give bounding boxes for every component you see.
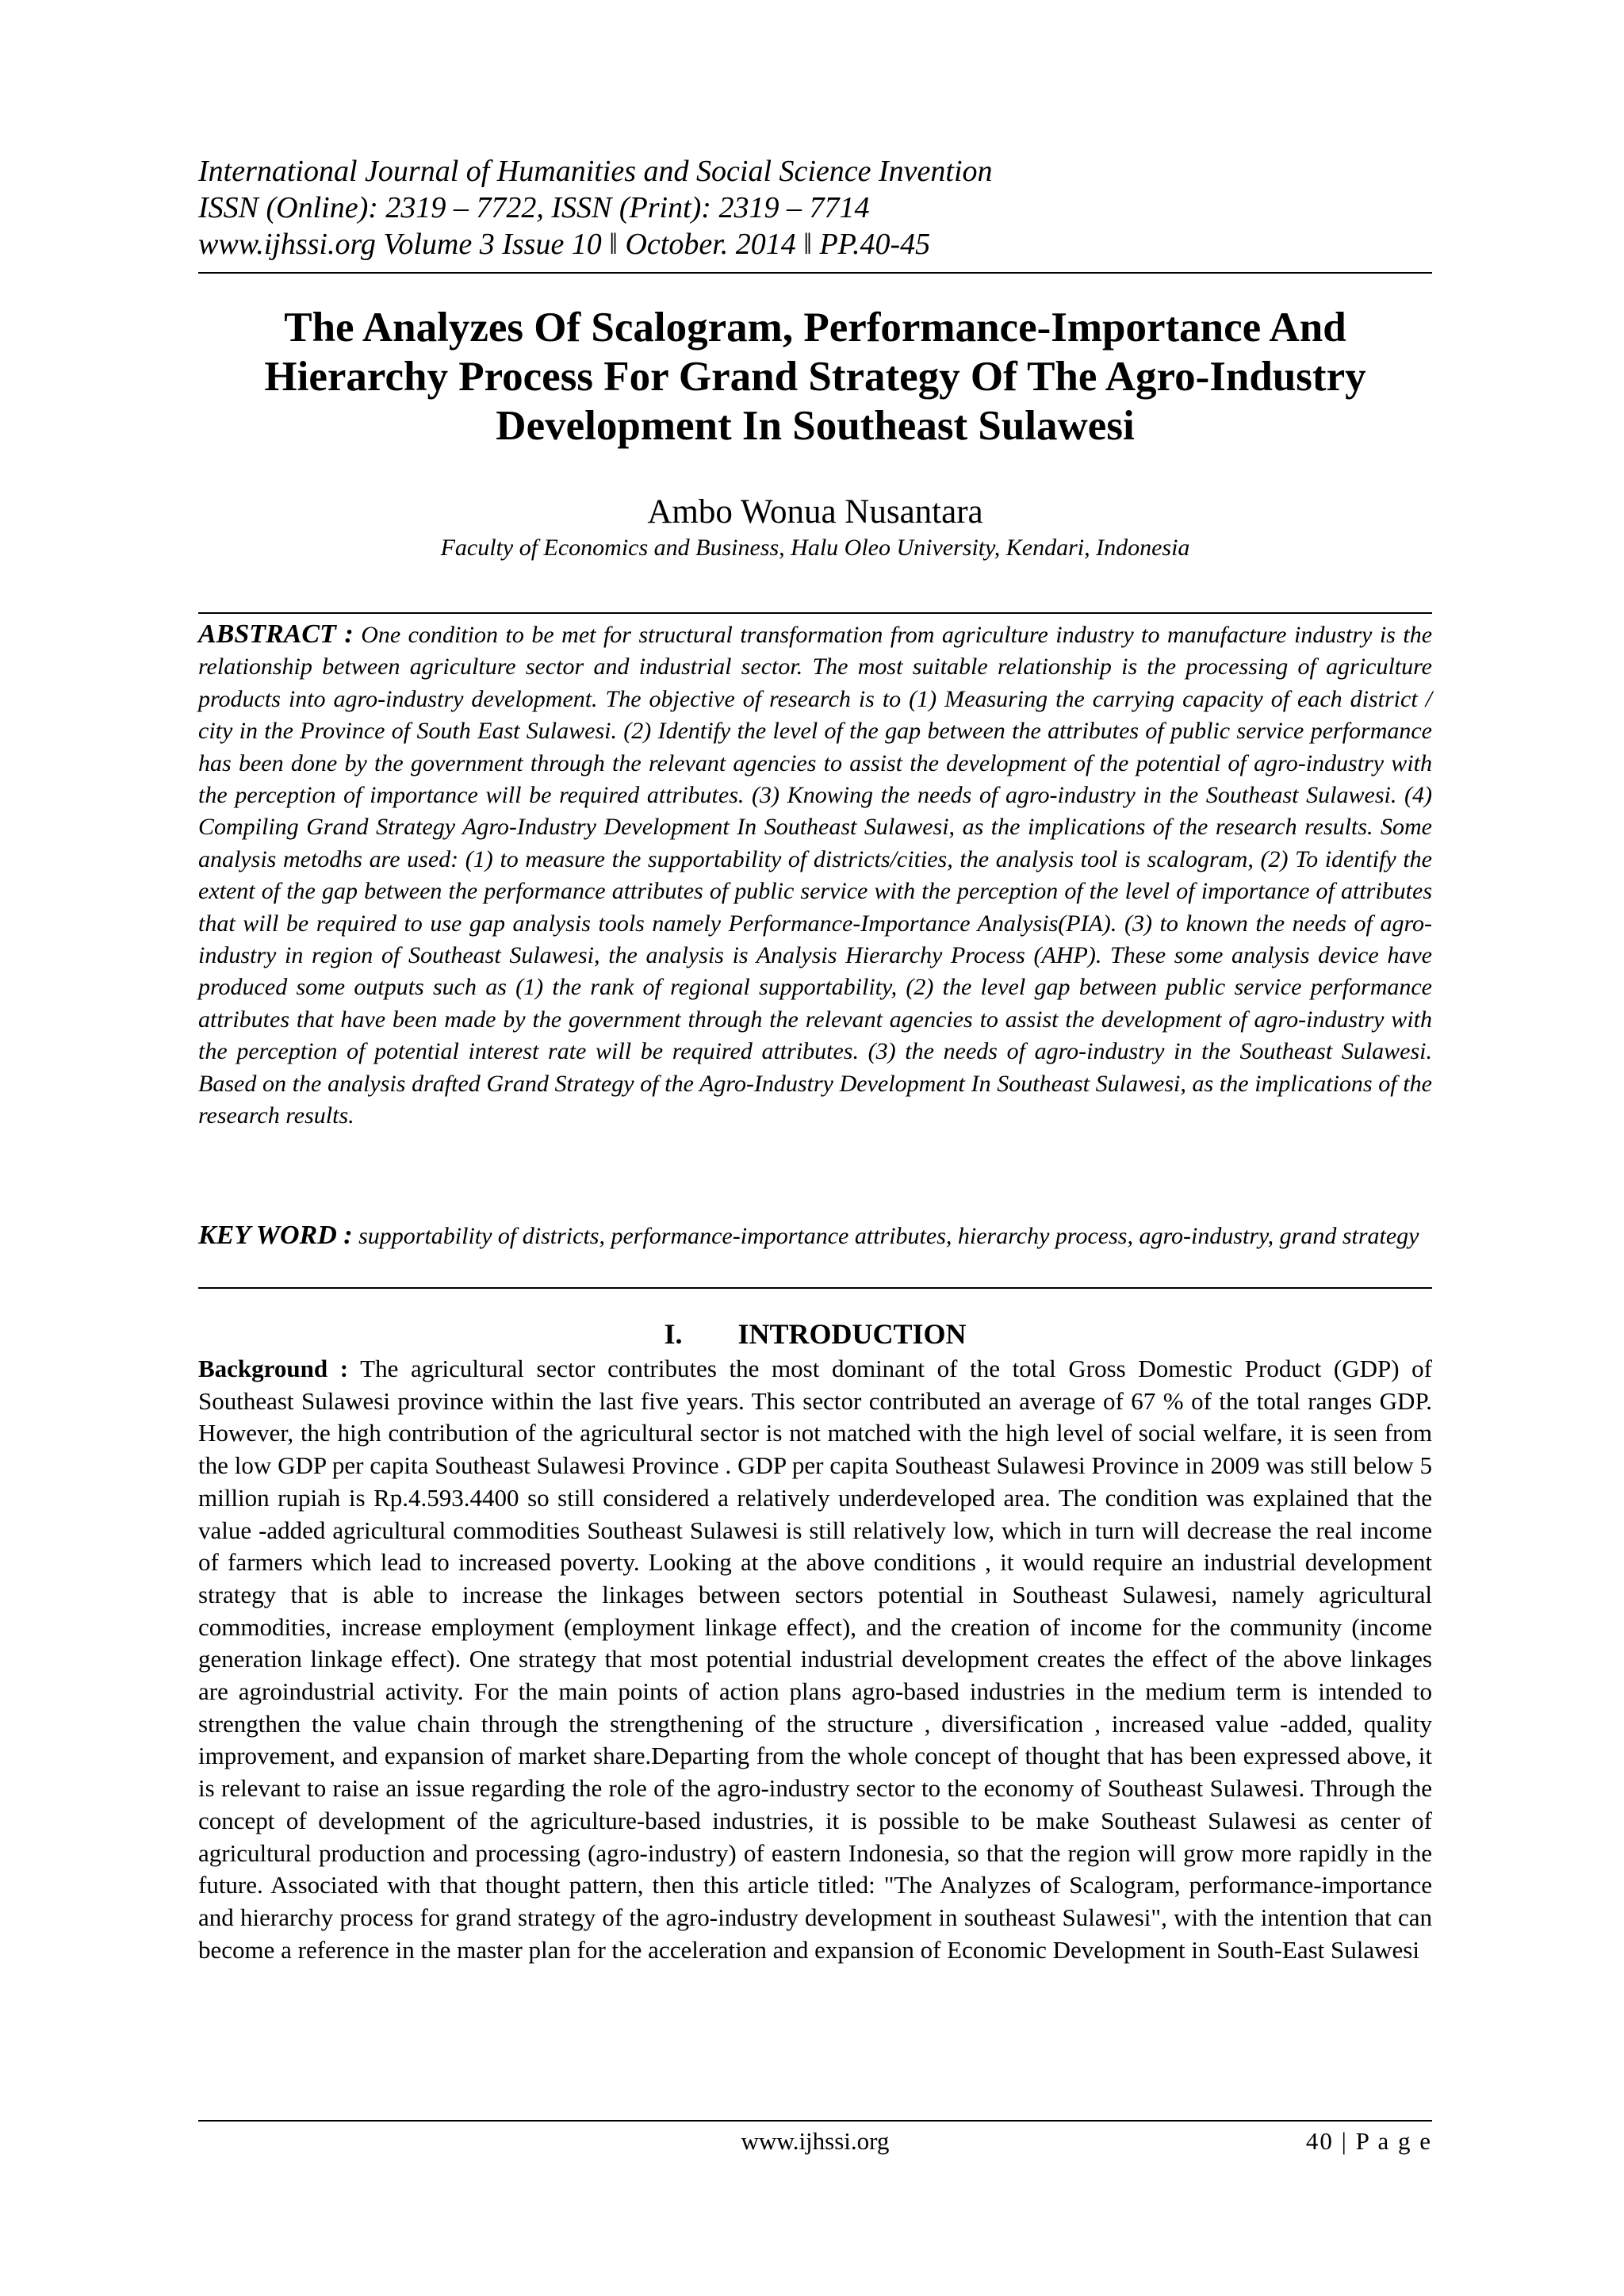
abstract-text: One condition to be met for structural transformation from agriculture industry to manufacture industry is the relationship between agriculture sector and industrial sector. The most suitable relationship is the processing of agriculture products into agro-industry development. The objective of research is to (1) Measuring the carrying capacity of each district / city in the Province of South East Sulawesi. (2) Identify the level of the gap between the attributes of public service performance has been done by the government through the relevant agencies to assist the development of the potential of agro-industry with the perception of importance will be required attributes. (3) Knowing the needs of agro-industry in the Southeast Sulawesi. (4) Compiling Grand Strategy Agro-Industry Development In Southeast Sulawesi, as the implications of the research results. Some analysis metodhs are used: (1) to measure the supportability of districts/cities, the analysis tool is scalogram, (2) To identify the extent of the gap between the performance attributes of public service with the perception of the level of importance of attributes that will be required to use gap analysis tools namely Performance-Importance Analysis(PIA). (3) to known the needs of agro-industry in region of Southeast Sulawesi, the analysis is Analysis Hierarchy Process (AHP). These some analysis device have produced some outputs such as (1) the rank of regional supportability, (2) the level gap between public service performance attributes that have been made by the government through the relevant agencies to assist the development of agro-industry with the perception of potential interest rate will be required attributes. (3) the needs of agro-industry in the Southeast Sulawesi. Based on the analysis drafted Grand Strategy of the Agro-Industry Development In Southeast Sulawesi, as the implications of the research results. xyxy=(198,622,1433,1129)
keywords-text: supportability of districts, performance-importance attributes, hierarchy process, agro-industry, grand strategy xyxy=(358,1223,1419,1249)
background-label: Background : xyxy=(198,1355,349,1382)
journal-name: International Journal of Humanities and Social Science Invention xyxy=(198,155,993,188)
page-number: 40 | P a g e xyxy=(1305,2127,1432,2155)
section-number: I. xyxy=(664,1318,683,1350)
section-heading xyxy=(198,1317,1432,1351)
title-line: Hierarchy Process For Grand Strategy Of The Agro-Industry xyxy=(264,354,1366,400)
journal-issn: ISSN (Online): 2319 – 7722, ISSN (Print): 2319 – 7714 xyxy=(198,191,870,224)
footer-rule xyxy=(198,2120,1432,2122)
keywords-label: KEY WORD : xyxy=(198,1221,353,1250)
journal-header xyxy=(198,153,1432,263)
abstract xyxy=(198,619,1432,1133)
header-rule xyxy=(198,272,1432,274)
introduction-paragraph xyxy=(198,1353,1432,1966)
introduction-text: The agricultural sector contributes the most dominant of the total Gross Domestic Product (GDP) of Southeast Sulawesi province within the last five years. This sector contributed an average of 67 % of the total ranges GDP. However, the high contribution of the agricultural sector is not matched with the high level of social welfare, it is seen from the low GDP per capita Southeast Sulawesi Province . GDP per capita Southeast Sulawesi Province in 2009 was still below 5 million rupiah is Rp.4.593.4400 so still considered a relatively underdeveloped area. The condition was explained that the value -added agricultural commodities Southeast Sulawesi is still relatively low, which in turn will decrease the real income of farmers which lead to increased poverty. Looking at the above conditions , it would require an industrial development strategy that is able to increase the linkages between sectors potential in Southeast Sulawesi, namely agricultural commodities, increase employment (employment linkage effect), and the creation of income for the community (income generation linkage effect). One strategy that most potential industrial development creates the effect of the above linkages are agroindustrial activity. For the main points of action plans agro-based industries in the medium term is intended to strengthen the value chain through the strengthening of the structure , diversification , increased value -added, quality improvement, and expansion of market share.Departing from the whole concept of thought that has been expressed above, it is relevant to raise an issue regarding the role of the agro-industry sector to the economy of Southeast Sulawesi. Through the concept of development of the agriculture-based industries, it is possible to be make Southeast Sulawesi as center of agricultural production and processing (agro-industry) of eastern Indonesia, so that the region will grow more rapidly in the future. Associated with that thought pattern, then this article titled: "The Analyzes of Scalogram, performance-importance and hierarchy process for grand strategy of the agro-industry development in southeast Sulawesi", with the intention that can become a reference in the master plan for the acceleration and expansion of Economic Development in South-East Sulawesi xyxy=(198,1355,1432,1964)
title-line: The Analyzes Of Scalogram, Performance-Importance And xyxy=(284,305,1346,351)
keywords-rule xyxy=(198,1287,1432,1289)
footer-url: www.ijhssi.org xyxy=(741,2127,890,2155)
author-name: Ambo Wonua Nusantara xyxy=(647,493,983,531)
abstract-label: ABSTRACT : xyxy=(198,619,354,649)
author-affiliation: Faculty of Economics and Business, Halu Oleo University, Kendari, Indonesia xyxy=(440,535,1190,561)
keywords xyxy=(198,1220,1432,1252)
abstract-top-rule xyxy=(198,612,1432,614)
journal-volume: www.ijhssi.org Volume 3 Issue 10 ǁ October. 2014 ǁ PP.40-45 xyxy=(198,228,931,261)
section-title: INTRODUCTION xyxy=(737,1318,967,1350)
title-line: Development In Southeast Sulawesi xyxy=(496,403,1135,449)
paper-title xyxy=(198,303,1432,450)
